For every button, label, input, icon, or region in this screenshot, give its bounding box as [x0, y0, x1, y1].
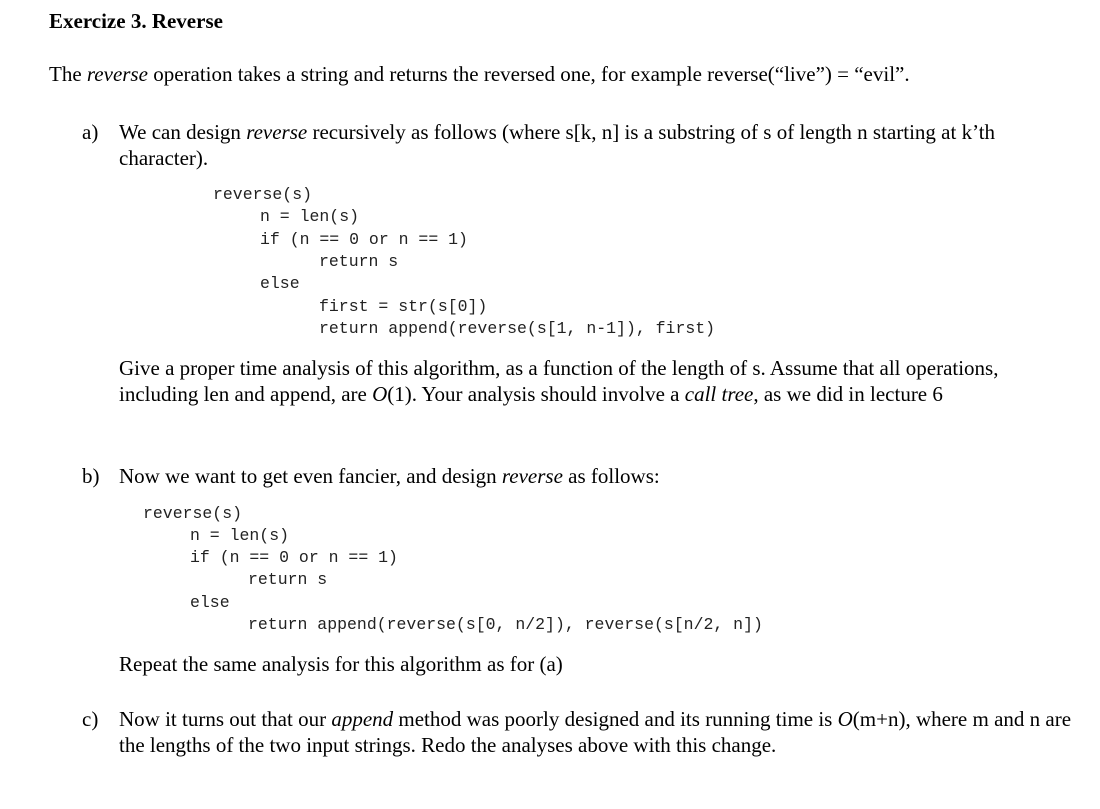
- part-c-text-3: (m+n), where m and n are the lengths of the two input strings. Redo the analyses above with this change.: [119, 707, 1072, 757]
- part-a-text-2: recursively as follows (where s[k, n] is a substring of s of length n starting at k’th character).: [119, 120, 996, 170]
- code-line: reverse(s): [143, 504, 243, 523]
- part-a-text-1: We can design: [119, 120, 247, 144]
- intro-paragraph: [49, 61, 1049, 87]
- part-a-question-text-1: Give a proper time analysis of this algorithm, as a function of the length of s. Assume that all operations, including len and append, are: [119, 356, 999, 406]
- part-b-question: Repeat the same analysis for this algorithm as for (a): [119, 652, 563, 676]
- part-a-question: [119, 355, 1079, 407]
- part-a-question-text-3: , as we did in lecture 6: [753, 382, 943, 406]
- code-line: return append(reverse(s[0, n/2]), reverse(s[n/2, n]): [248, 615, 763, 634]
- code-line: first = str(s[0]): [319, 297, 488, 316]
- part-c-text-2: method was poorly designed and its running time is: [393, 707, 838, 731]
- intro-text-2: operation takes a string and returns the reversed one, for example reverse(“live”) = “evil”.: [147, 62, 910, 86]
- code-line: else: [190, 593, 230, 612]
- code-line: if (n == 0 or n == 1): [190, 548, 398, 567]
- part-b-description: [119, 463, 1079, 489]
- part-b-text-2: as follows:: [562, 464, 660, 488]
- part-c-description: [119, 706, 1079, 758]
- part-b-emphasis: reverse: [501, 464, 563, 488]
- code-line: return append(reverse(s[1, n-1]), first): [319, 319, 716, 338]
- code-line: return s: [248, 570, 328, 589]
- part-b-text-1: Now we want to get even fancier, and design: [119, 464, 502, 488]
- code-line: return s: [319, 252, 399, 271]
- exercise-title: Exercize 3. Reverse: [49, 9, 223, 33]
- part-a-description: [119, 119, 1079, 171]
- part-a-question-text-2: (1). Your analysis should involve a: [387, 382, 685, 406]
- intro-text-1: The: [49, 62, 87, 86]
- part-a-emphasis: reverse: [246, 120, 308, 144]
- part-c-emphasis-1: append: [331, 707, 394, 731]
- code-line: n = len(s): [260, 207, 360, 226]
- part-b-label: b): [82, 464, 100, 488]
- code-line: n = len(s): [190, 526, 290, 545]
- code-line: else: [260, 274, 300, 293]
- part-a-question-emphasis-1: O: [372, 382, 388, 406]
- part-c-text-1: Now it turns out that our: [119, 707, 332, 731]
- part-a-question-emphasis-2: call tree: [684, 382, 754, 406]
- part-a-label: a): [82, 120, 99, 144]
- intro-emphasis: reverse: [86, 62, 148, 86]
- code-line: reverse(s): [213, 185, 313, 204]
- part-c-emphasis-2: O: [837, 707, 853, 731]
- code-line: if (n == 0 or n == 1): [260, 230, 468, 249]
- part-c-label: c): [82, 707, 99, 731]
